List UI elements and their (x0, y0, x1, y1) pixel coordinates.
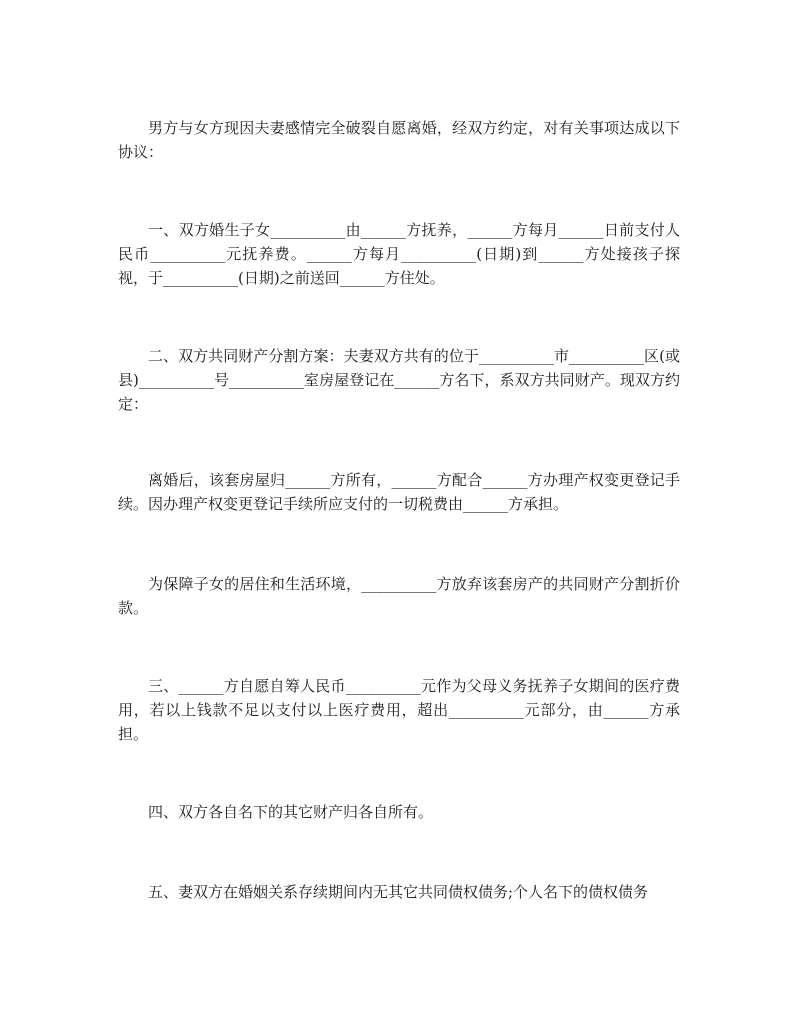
intro-paragraph: 男方与女方现因夫妻感情完全破裂自愿离婚，经双方约定，对有关事项达成以下协议： (118, 119, 680, 161)
clause-5-debts: 五、妻双方在婚姻关系存续期间内无其它共同债权债务;个人名下的债权债务 (148, 883, 649, 901)
clause-4-other-property: 四、双方各自名下的其它财产归各自所有。 (148, 803, 434, 821)
clause-2-waiver: 为保障子女的居住和生活环境，__________方放弃该套房产的共同财产分割折价款。 (118, 575, 680, 617)
clause-1-child-custody: 一、双方婚生子女__________由______方抚养，______方每月______日前支付人民币__________元抚养费。______方每月__________(日期)到______方处接孩子探视，于__________(日期)之前送回______方住处。 (118, 221, 680, 287)
clause-2-house-ownership: 离婚后，该套房屋归______方所有，______方配合______方办理产权变更登记手续。因办理产权变更登记手续所应支付的一切税费由______方承担。 (118, 471, 680, 513)
clause-2-property-division: 二、双方共同财产分割方案：夫妻双方共有的位于__________市__________区(或县)__________号__________室房屋登记在______方名下，系双方共同财产。现双方约定： (118, 347, 680, 413)
clause-3-medical-expenses: 三、______方自愿自筹人民币__________元作为父母义务抚养子女期间的医疗费用，若以上钱款不足以支付以上医疗费用，超出__________元部分，由______方承担。 (118, 677, 680, 743)
